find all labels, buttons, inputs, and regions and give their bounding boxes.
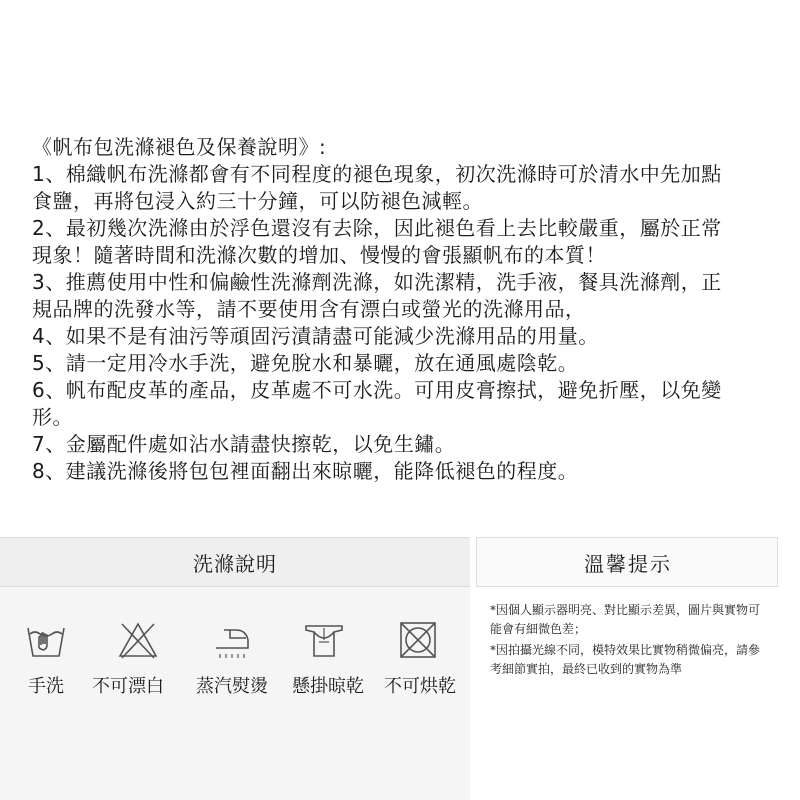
instruction-line: 現象！隨著時間和洗滌次數的增加、慢慢的會張顯帆布的本質！ [32,243,606,267]
instruction-line: 6、帆布配皮革的產品，皮革處不可水洗。可用皮膏擦拭，避免折壓，以免變 [32,378,722,402]
instruction-line: 1、棉織帆布洗滌都會有不同程度的褪色現象，初次洗滌時可於清水中先加點 [32,162,722,186]
no-bleach-icon [116,618,160,662]
tips-header [476,537,778,587]
tips-body [490,601,770,681]
instruction-line: 2、最初幾次洗滌由於浮色還沒有去除，因此褪色看上去比較嚴重，屬於正常 [32,216,722,240]
instruction-line: 7、金屬配件處如沾水請盡快擦乾，以免生鏽。 [32,432,456,456]
care-label-hand-wash: 手洗 [28,676,64,697]
care-label-hang-dry: 懸掛晾乾 [292,676,364,697]
steam-iron-icon [210,618,254,662]
instruction-line: 4、如果不是有油污等頑固污漬請盡可能減少洗滌用品的用量。 [32,324,599,348]
tip-note: *因拍攝光線不同，模特效果比實物稍微偏亮，請參考細節實拍，最終已收到的實物為準 [490,643,761,676]
care-label-steam-iron: 蒸汽熨燙 [196,676,268,697]
hand-wash-icon [24,618,68,662]
care-label-no-tumble-dry: 不可烘乾 [384,676,456,697]
instruction-line: 3、推薦使用中性和偏鹼性洗滌劑洗滌，如洗潔精，洗手液，餐具洗滌劑，正 [32,270,722,294]
care-instructions [32,134,772,485]
instruction-line: 8、建議洗滌後將包包裡面翻出來晾曬，能降低褪色的程度。 [32,459,579,483]
care-label-no-bleach: 不可漂白 [92,676,164,697]
instructions-title: 《帆布包洗滌褪色及保養說明》: [32,135,327,159]
care-title: 洗滌說明 [193,552,277,576]
no-tumble-dry-icon [396,618,440,662]
instruction-line: 食鹽，再將包浸入約三十分鐘，可以防褪色減輕。 [32,189,483,213]
care-symbols-panel [0,537,470,800]
care-header [0,537,470,587]
hang-dry-icon [302,618,346,662]
tips-panel [476,537,800,800]
instruction-line: 5、請一定用冷水手洗，避免脫水和暴曬，放在通風處陰乾。 [32,351,579,375]
instruction-line: 形。 [32,405,73,429]
instruction-line: 規品牌的洗發水等，請不要使用含有漂白或螢光的洗滌用品， [32,297,586,321]
tip-note: *因個人顯示器明亮、對比顯示差異，圖片與實物可能會有細微色差； [490,603,761,636]
tips-title: 溫馨提示 [584,552,672,576]
